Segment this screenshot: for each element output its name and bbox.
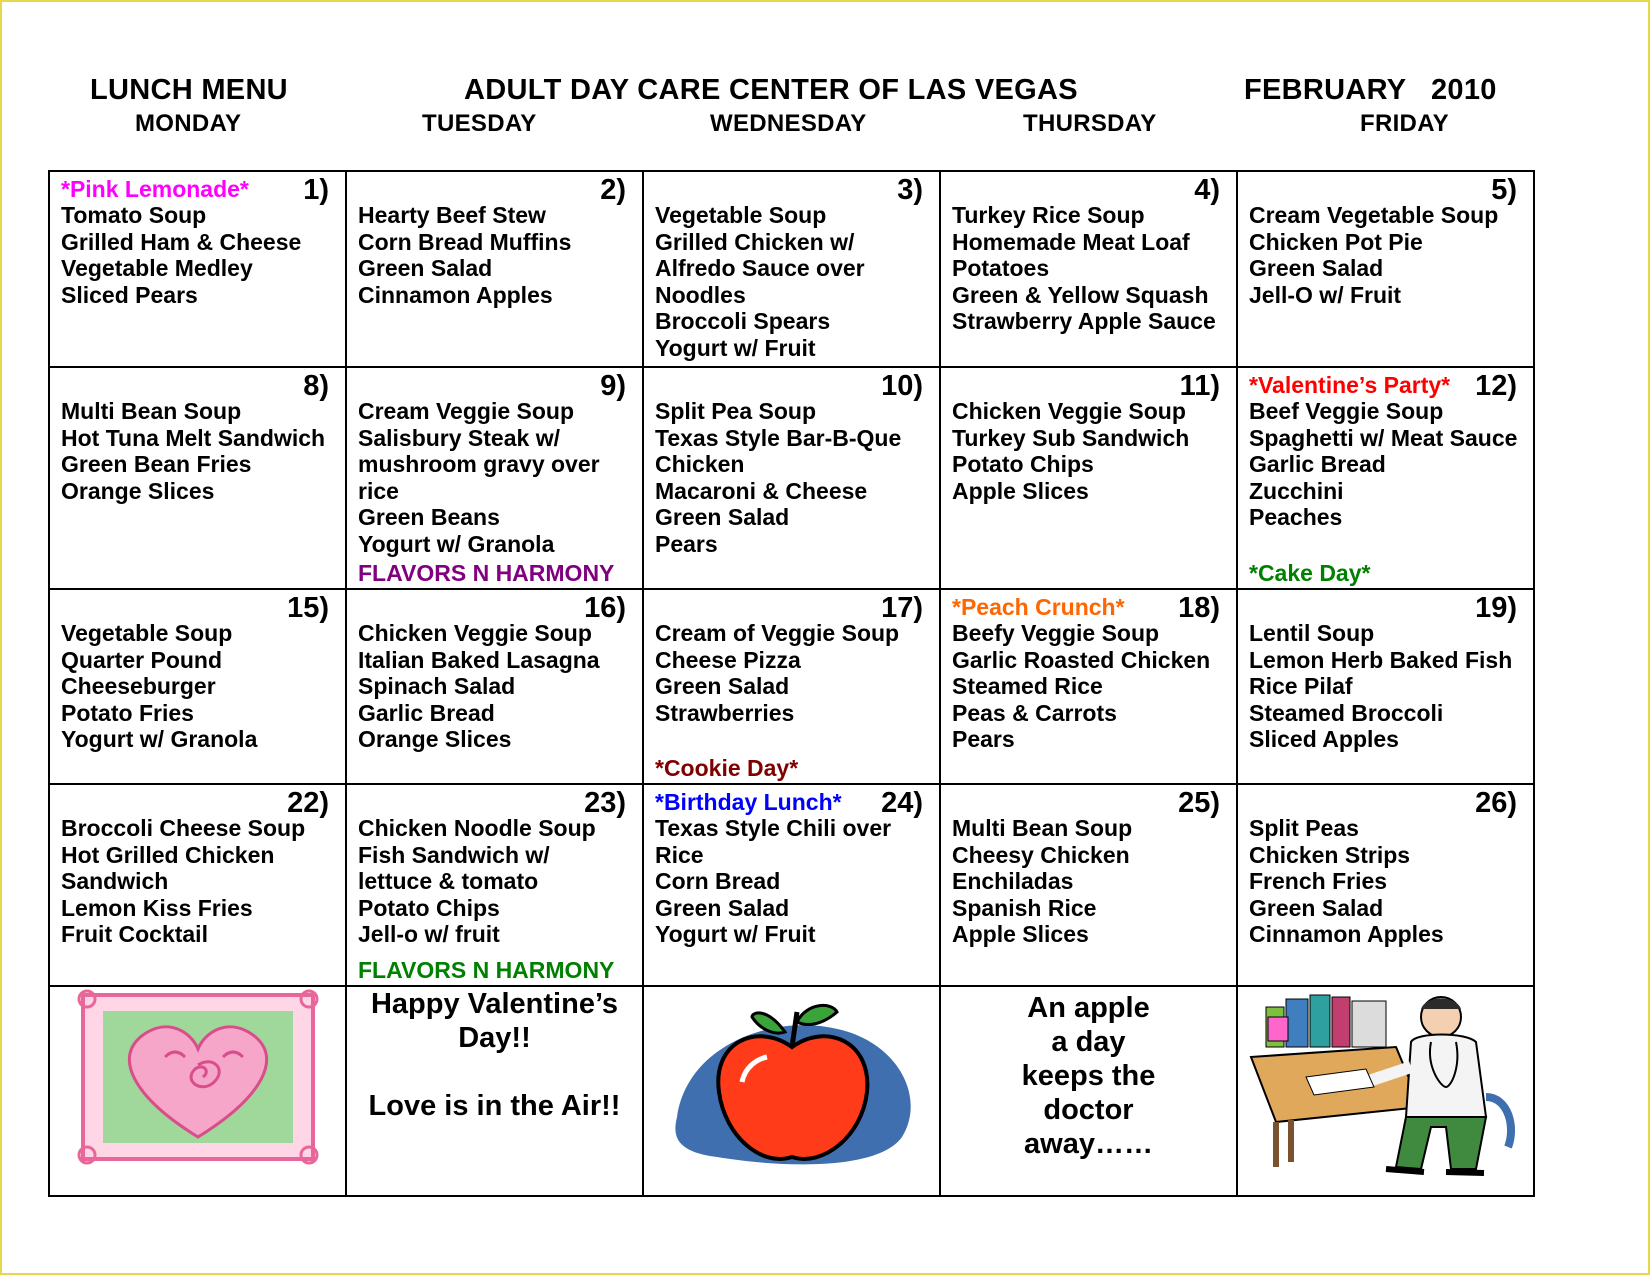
day-cell	[49, 784, 346, 986]
day-number: 12)	[1475, 370, 1517, 402]
menu-items	[61, 620, 337, 753]
menu-item: Broccoli Spears	[655, 308, 831, 334]
menu-item: Hot Grilled Chicken	[61, 841, 275, 868]
day-header-wednesday: WEDNESDAY	[710, 110, 867, 137]
menu-item: Macaroni & Cheese	[655, 477, 868, 504]
menu-item: Spanish Rice	[952, 894, 1097, 921]
menu-item: Strawberry Apple Sauce	[952, 308, 1216, 334]
heart-icon	[73, 987, 323, 1167]
menu-item: Italian Baked Lasagna	[358, 646, 600, 673]
menu-item: Cheesy Chicken	[952, 841, 1130, 868]
menu-item: Peas & Carrots	[952, 699, 1117, 726]
day-cell	[643, 367, 940, 589]
menu-item: Beef Veggie Soup	[1249, 398, 1444, 424]
menu-items	[952, 620, 1228, 753]
menu-item: Orange Slices	[358, 726, 512, 752]
menu-item: Vegetable Soup	[655, 202, 827, 228]
menu-item: Hearty Beef Stew	[358, 202, 546, 228]
day-cell	[346, 367, 643, 589]
day-cell	[940, 171, 1237, 367]
menu-item: Chicken Veggie Soup	[358, 620, 592, 646]
menu-item: French Fries	[1249, 868, 1388, 894]
menu-item: Green Salad	[1249, 255, 1384, 281]
menu-item: Enchiladas	[952, 868, 1074, 894]
menu-item: Yogurt w/ Granola	[358, 530, 555, 557]
menu-item: Jell-O w/ Fruit	[1249, 281, 1402, 308]
special-note	[952, 174, 1228, 202]
menu-item: Corn Bread Muffins	[358, 228, 572, 255]
menu-item: Sliced Apples	[1249, 726, 1399, 752]
day-cell	[49, 367, 346, 589]
valentine-message	[369, 987, 621, 1123]
day-number: 3)	[897, 174, 923, 206]
menu-item: Yogurt w/ Fruit	[655, 921, 816, 947]
menu-item: Garlic Bread	[1249, 451, 1386, 477]
valentine-line: Love is in the Air!!	[368, 1090, 621, 1122]
menu-item: Green & Yellow Squash	[952, 281, 1209, 308]
menu-item: Yogurt w/ Granola	[61, 726, 258, 752]
menu-items	[1249, 202, 1525, 308]
menu-item: Tomato Soup	[61, 202, 207, 228]
menu-item: Rice	[655, 841, 704, 868]
day-number: 15)	[287, 592, 329, 624]
menu-item: Noodles	[655, 281, 746, 308]
day-cell	[346, 784, 643, 986]
special-note	[655, 174, 931, 202]
menu-item: Multi Bean Soup	[61, 398, 242, 424]
day-cell	[940, 367, 1237, 589]
menu-item: Apple Slices	[952, 477, 1089, 504]
menu-item: Salisbury Steak w/	[358, 424, 560, 451]
menu-items	[358, 202, 634, 308]
menu-calendar	[48, 170, 1535, 1197]
menu-item: mushroom gravy over	[358, 451, 600, 477]
menu-item: Multi Bean Soup	[952, 815, 1133, 841]
day-number: 16)	[584, 592, 626, 624]
menu-item: Vegetable Medley	[61, 255, 253, 281]
day-number: 8)	[303, 370, 329, 402]
day-number: 19)	[1475, 592, 1517, 624]
menu-item: Lentil Soup	[1249, 620, 1375, 646]
menu-item: Chicken Veggie Soup	[952, 398, 1186, 424]
menu-item: Green Salad	[1249, 894, 1384, 921]
special-note	[61, 370, 337, 398]
menu-items	[358, 815, 634, 948]
menu-item: Broccoli Cheese Soup	[61, 815, 306, 841]
apple-icon	[657, 987, 927, 1177]
menu-item: Split Peas	[1249, 815, 1359, 841]
menu-item: Strawberries	[655, 699, 795, 726]
week-row	[49, 367, 1534, 589]
apple-saying-cell	[940, 986, 1237, 1196]
menu-item: Zucchini	[1249, 477, 1344, 504]
menu-item: Green Bean Fries	[61, 451, 252, 477]
menu-item: Vegetable Soup	[61, 620, 233, 646]
menu-items	[1249, 815, 1525, 948]
saying-line: An apple	[1027, 992, 1150, 1024]
menu-item: Peaches	[1249, 504, 1343, 530]
menu-items	[61, 815, 337, 948]
menu-item: Potatoes	[952, 255, 1050, 281]
month-year: FEBRUARY 2010	[1244, 74, 1497, 106]
day-number: 23)	[584, 787, 626, 819]
menu-items	[1249, 620, 1525, 753]
apple-saying	[1022, 991, 1156, 1161]
menu-item: Texas Style Chili over	[655, 815, 892, 841]
menu-item: Fish Sandwich w/	[358, 841, 550, 868]
day-number: 11)	[1179, 370, 1220, 402]
day-cell	[940, 589, 1237, 784]
menu-item: Apple Slices	[952, 921, 1089, 947]
menu-item: Corn Bread	[655, 868, 781, 894]
day-cell	[49, 171, 346, 367]
menu-item: Potato Fries	[61, 699, 194, 726]
day-number: 9)	[600, 370, 626, 402]
menu-item: Alfredo Sauce over	[655, 255, 865, 281]
menu-item: Hot Tuna Melt Sandwich	[61, 424, 326, 451]
heart-picture-cell	[49, 986, 346, 1196]
week-row	[49, 784, 1534, 986]
valentine-message-cell	[346, 986, 643, 1196]
menu-item: rice	[358, 477, 399, 504]
menu-item: Grilled Chicken w/	[655, 228, 855, 255]
menu-item: Jell-o w/ fruit	[358, 921, 500, 947]
menu-item: Split Pea Soup	[655, 398, 817, 424]
menu-items	[61, 398, 337, 504]
day-header-friday: FRIDAY	[1360, 110, 1449, 137]
day-number: 25)	[1178, 787, 1220, 819]
special-note: *Valentine’s Party*	[1249, 372, 1451, 398]
menu-item: Cream Veggie Soup	[358, 398, 575, 424]
menu-item: Green Salad	[655, 673, 790, 699]
menu-items	[952, 202, 1228, 335]
menu-item: Texas Style Bar-B-Que	[655, 424, 902, 451]
day-cell	[643, 589, 940, 784]
saying-line: keeps the	[1021, 1060, 1156, 1092]
day-number: 1)	[303, 174, 329, 206]
saying-line: a day	[1051, 1026, 1126, 1058]
menu-items	[655, 815, 931, 948]
day-number: 22)	[287, 787, 329, 819]
day-cell	[940, 784, 1237, 986]
menu-item: Quarter Pound	[61, 646, 223, 673]
day-footnote: *Cookie Day*	[655, 755, 799, 781]
special-note: *Pink Lemonade*	[61, 176, 249, 202]
menu-items	[655, 202, 931, 361]
menu-items	[61, 202, 337, 308]
day-number: 24)	[881, 787, 923, 819]
day-cell	[1237, 171, 1534, 367]
day-footnote: FLAVORS N HARMONY	[358, 560, 615, 586]
menu-item: Orange Slices	[61, 477, 215, 504]
day-footnote: *Cake Day*	[1249, 560, 1371, 586]
day-cell	[346, 171, 643, 367]
menu-items	[358, 398, 634, 557]
valentine-line: Happy Valentine’s	[370, 988, 619, 1020]
day-footnote: FLAVORS N HARMONY	[358, 957, 615, 983]
menu-item: Pears	[655, 530, 718, 557]
menu-item: Cream Vegetable Soup	[1249, 202, 1499, 228]
day-number: 2)	[600, 174, 626, 206]
day-header-thursday: THURSDAY	[1023, 110, 1157, 137]
menu-item: Garlic Roasted Chicken	[952, 646, 1211, 673]
menu-item: Turkey Rice Soup	[952, 202, 1145, 228]
day-header-monday: MONDAY	[135, 110, 242, 137]
day-cell	[643, 784, 940, 986]
special-note	[358, 174, 634, 202]
menu-item: Spaghetti w/ Meat Sauce	[1249, 424, 1518, 451]
week-row	[49, 589, 1534, 784]
menu-item: Homemade Meat Loaf	[952, 228, 1190, 255]
week-row	[49, 171, 1534, 367]
menu-title: LUNCH MENU	[90, 74, 288, 106]
menu-item: Green Salad	[655, 504, 790, 530]
menu-item: Green Beans	[358, 504, 500, 530]
menu-item: Cheeseburger	[61, 673, 216, 699]
doctor-picture-cell	[1237, 986, 1534, 1196]
menu-item: Cheese Pizza	[655, 646, 801, 673]
menu-items	[358, 620, 634, 753]
day-cell	[1237, 784, 1534, 986]
menu-item: Green Salad	[358, 255, 493, 281]
day-number: 5)	[1491, 174, 1517, 206]
menu-item: Rice Pilaf	[1249, 673, 1353, 699]
menu-items	[952, 398, 1228, 504]
menu-item: Cinnamon Apples	[1249, 921, 1444, 947]
apple-picture-cell	[643, 986, 940, 1196]
menu-item: Beefy Veggie Soup	[952, 620, 1160, 646]
calendar-body	[49, 171, 1534, 1196]
menu-item: Sandwich	[61, 868, 169, 894]
menu-item: Garlic Bread	[358, 699, 495, 726]
day-cell	[346, 589, 643, 784]
valentine-line: Day!!	[458, 1022, 531, 1054]
menu-item: Steamed Broccoli	[1249, 699, 1444, 726]
menu-items	[952, 815, 1228, 948]
menu-item: Chicken	[655, 451, 745, 477]
day-cell	[1237, 367, 1534, 589]
menu-item: Chicken Pot Pie	[1249, 228, 1423, 255]
menu-item: Pears	[952, 726, 1015, 752]
menu-item: Chicken Noodle Soup	[358, 815, 596, 841]
menu-item: Lemon Kiss Fries	[61, 894, 253, 921]
day-number: 10)	[881, 370, 923, 402]
menu-item: Spinach Salad	[358, 673, 516, 699]
special-note: *Birthday Lunch*	[655, 789, 842, 815]
menu-item: Yogurt w/ Fruit	[655, 334, 816, 361]
menu-item: Fruit Cocktail	[61, 921, 208, 947]
menu-item: Steamed Rice	[952, 673, 1103, 699]
menu-item: Green Salad	[655, 894, 790, 921]
menu-item: Sliced Pears	[61, 281, 198, 308]
day-cell	[643, 171, 940, 367]
menu-item: Lemon Herb Baked Fish	[1249, 646, 1513, 673]
menu-item: Turkey Sub Sandwich	[952, 424, 1190, 451]
menu-items	[1249, 398, 1525, 531]
menu-item: Cinnamon Apples	[358, 281, 553, 308]
menu-item: lettuce & tomato	[358, 868, 539, 894]
menu-item: Potato Chips	[952, 451, 1094, 477]
menu-items	[655, 398, 931, 557]
doctor-icon	[1246, 987, 1526, 1187]
day-number: 26)	[1475, 787, 1517, 819]
special-note: *Peach Crunch*	[952, 594, 1125, 620]
day-header-tuesday: TUESDAY	[422, 110, 537, 137]
menu-item: Cream of Veggie Soup	[655, 620, 900, 646]
day-cell	[1237, 589, 1534, 784]
saying-line: doctor	[1043, 1094, 1134, 1126]
bottom-picture-row	[49, 986, 1534, 1196]
saying-line: away……	[1024, 1128, 1153, 1160]
menu-item: Potato Chips	[358, 894, 500, 921]
day-number: 4)	[1194, 174, 1220, 206]
center-name: ADULT DAY CARE CENTER OF LAS VEGAS	[464, 74, 1078, 106]
special-note	[1249, 174, 1525, 202]
menu-item: Grilled Ham & Cheese	[61, 228, 302, 255]
menu-items	[655, 620, 931, 726]
day-number: 18)	[1178, 592, 1220, 624]
menu-item: Chicken Strips	[1249, 841, 1411, 868]
special-note	[358, 370, 634, 398]
day-cell	[49, 589, 346, 784]
day-number: 17)	[881, 592, 923, 624]
